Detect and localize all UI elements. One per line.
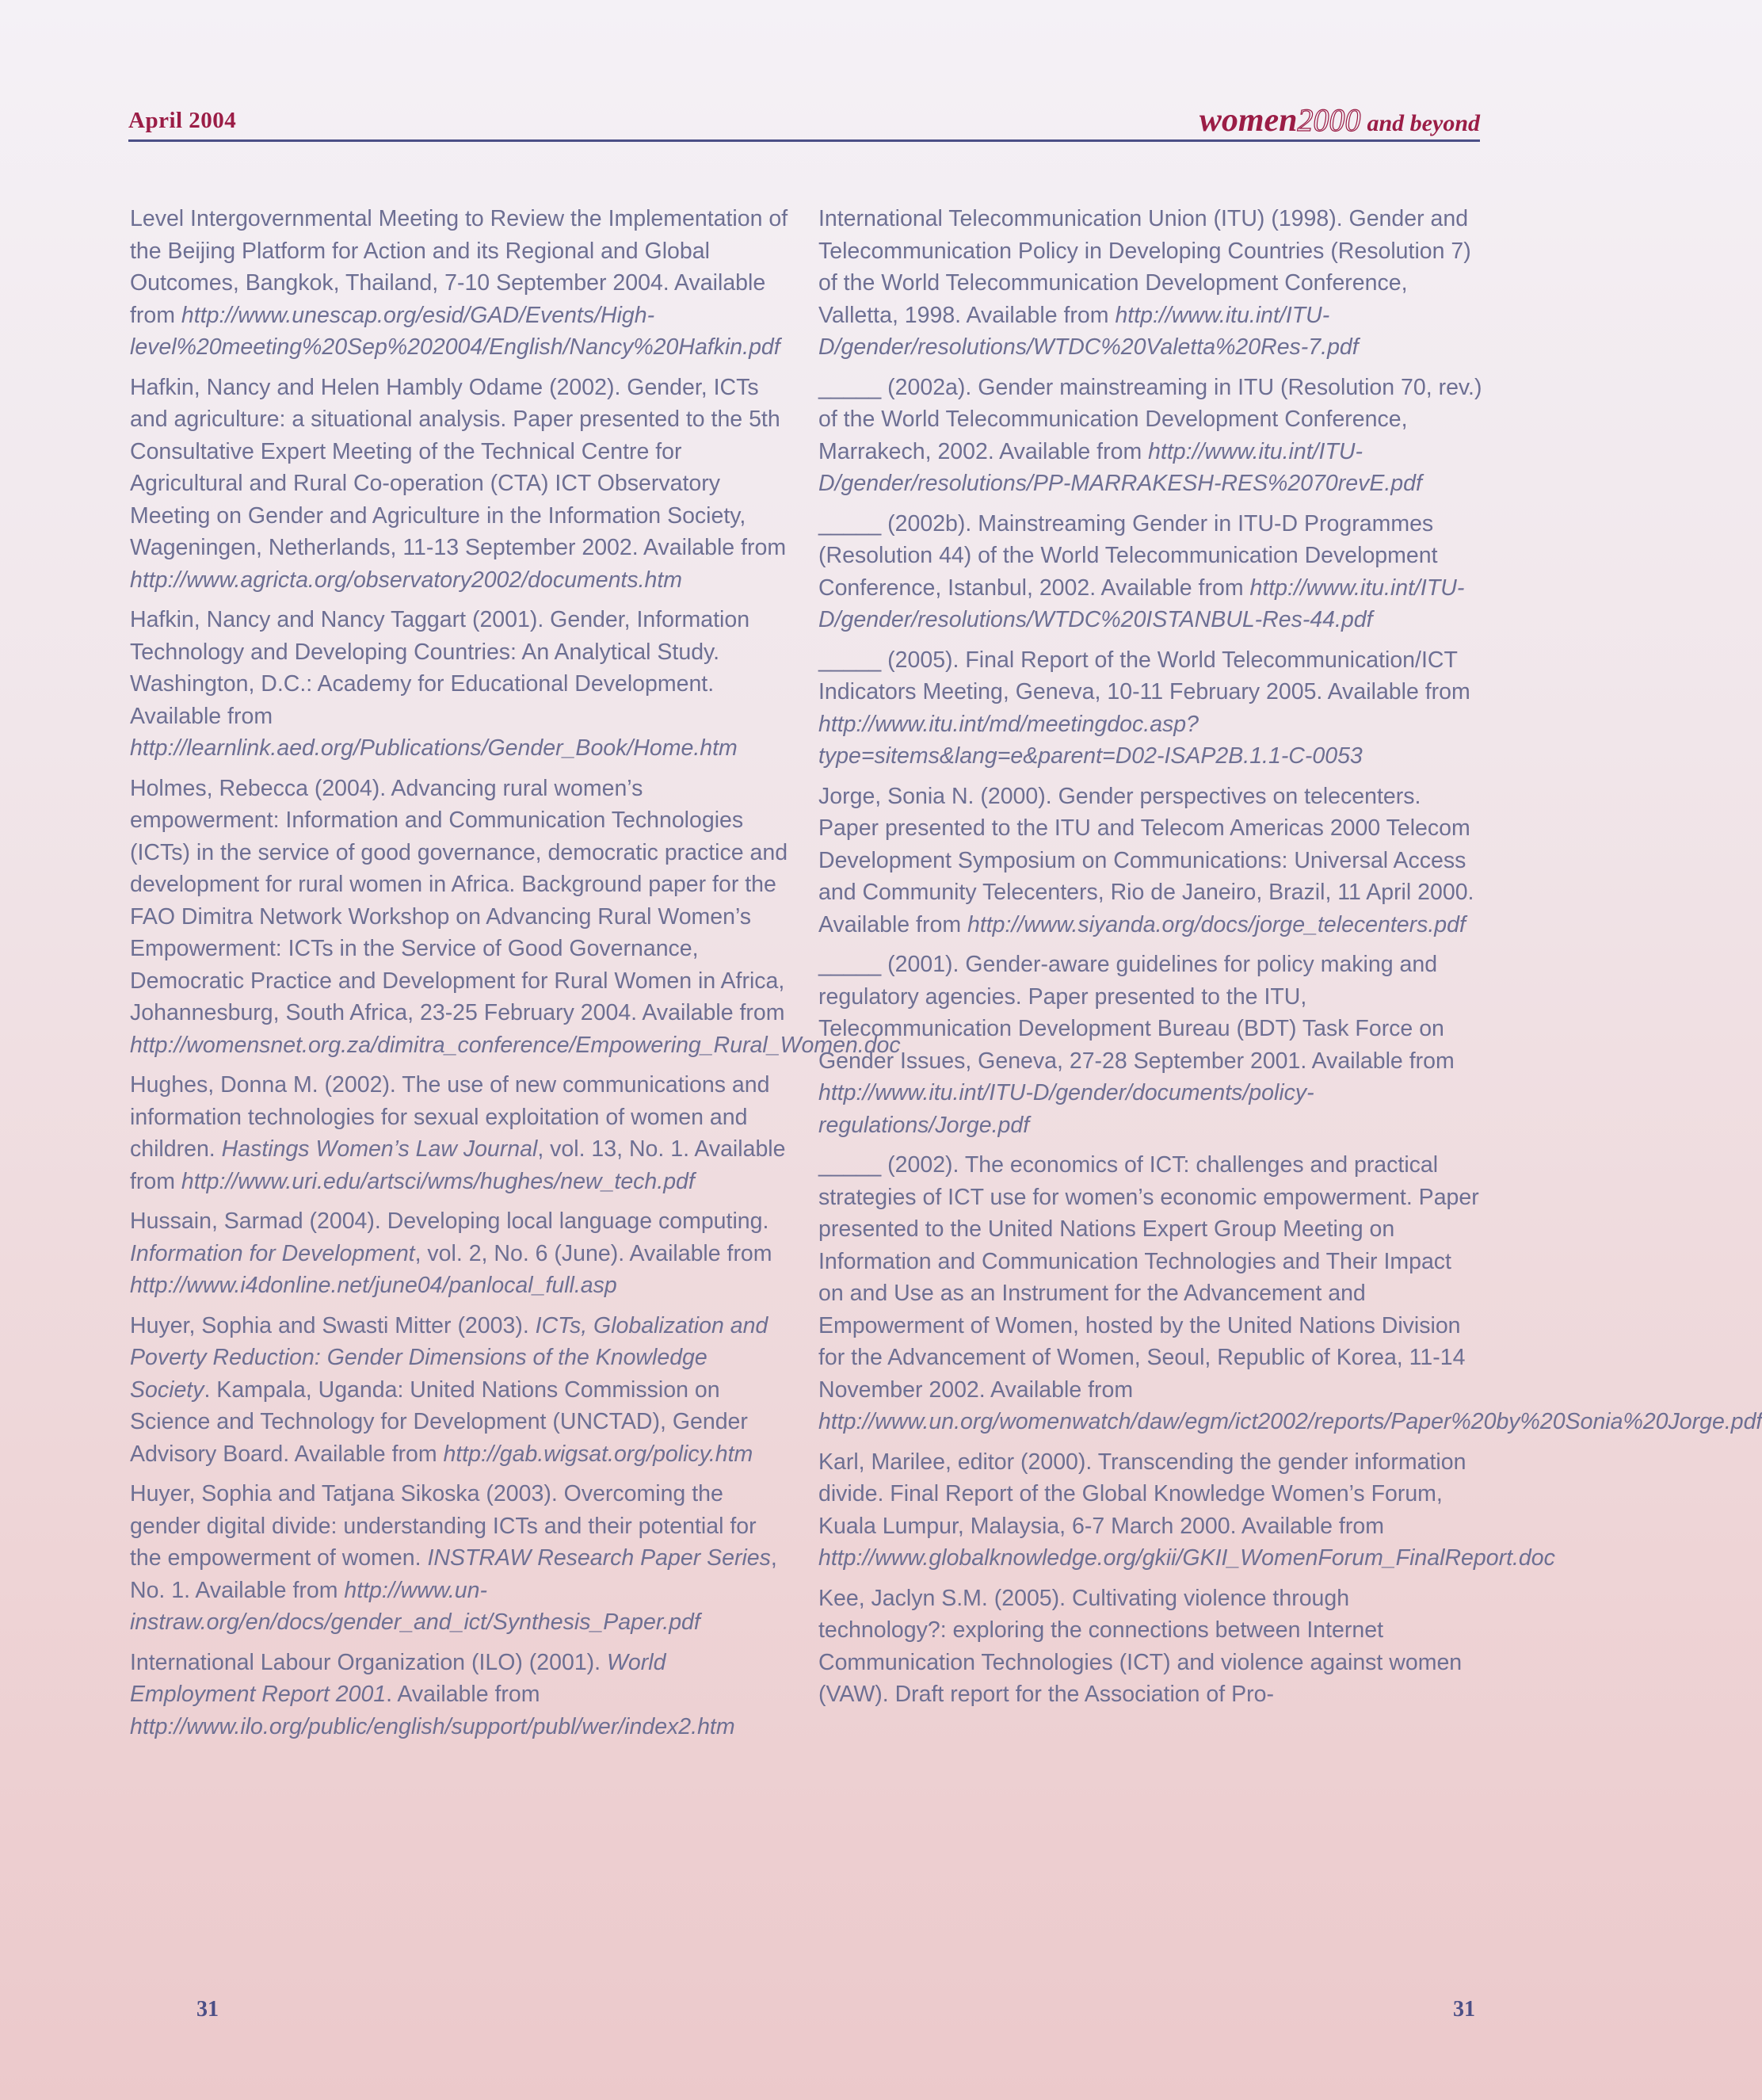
reference-entry	[818, 1583, 1482, 1711]
reference-entry	[818, 508, 1482, 636]
reference-entry	[130, 372, 794, 597]
reference-text: Hafkin, Nancy and Helen Hambly Odame (2002). Gender, ICTs and agriculture: a situational analysis. Paper presented to the 5th Consultative Expert Meeting of the Technical Centre for Agricultural and Rural Co-operation (CTA) ICT Observatory Meeting on Gender and Agriculture in the Information Society, Wageningen, Netherlands, 11-13 September 2002. Available from	[130, 374, 787, 560]
brand-suffix: and beyond	[1367, 110, 1480, 136]
reference-link: http://womensnet.org.za/dimitra_conference/Empowering_Rural_Women.doc	[130, 1032, 901, 1058]
reference-title: World Employment Report 2001	[130, 1649, 666, 1707]
reference-text: Hussain, Sarmad (2004). Developing local language computing.	[130, 1208, 769, 1234]
reference-text-cont: . Available from	[386, 1682, 540, 1707]
reference-entry	[818, 949, 1482, 1141]
reference-link: http://www.un.org/womenwatch/daw/egm/ict2002/reports/Paper%20by%20Sonia%20Jorge.pdf	[818, 1409, 1762, 1434]
reference-text: Kee, Jaclyn S.M. (2005). Cultivating violence through technology?: exploring the connections between Internet Communication Technologies (ICT) and violence against women (VAW). Draft report for the Association of Pro-	[818, 1585, 1463, 1707]
reference-link: http://www.i4donline.net/june04/panlocal_full.asp	[130, 1273, 617, 1298]
reference-title: ICTs, Globalization and Poverty Reduction: Gender Dimensions of the Knowledge Society	[130, 1312, 768, 1403]
reference-entry	[130, 1069, 794, 1197]
reference-text: Huyer, Sophia and Swasti Mitter (2003).	[130, 1312, 536, 1338]
reference-entry	[818, 1446, 1555, 1575]
page-number-left: 31	[196, 1997, 219, 2022]
reference-link: http://www.globalknowledge.org/gkii/GKII_WomenForum_FinalReport.doc	[818, 1545, 1555, 1571]
reference-link: http://www.uri.edu/artsci/wms/hughes/new_tech.pdf	[181, 1168, 695, 1194]
reference-text-cont: , vol. 13, No. 1. Available from	[130, 1136, 786, 1194]
reference-entry	[818, 781, 1482, 941]
page-number-right: 31	[1453, 1997, 1475, 2022]
reference-text-cont: . Kampala, Uganda: United Nations Commission on Science and Technology for Development (UNCTAD), Gender Advisory Board. Available from	[130, 1376, 748, 1467]
running-header	[128, 101, 1480, 142]
reference-entry	[818, 1149, 1762, 1438]
brand-women: women	[1199, 102, 1298, 139]
reference-entry	[818, 203, 1482, 364]
reference-title: INSTRAW Research Paper Series	[427, 1545, 771, 1571]
reference-text: _____ (2002a). Gender mainstreaming in ITU (Resolution 70, rev.) of the World Telecommunication Development Conference, Marrakech, 2002. Available from	[818, 374, 1482, 464]
reference-entry	[130, 604, 794, 765]
reference-text-cont: , vol. 2, No. 6 (June). Available from	[414, 1240, 772, 1266]
reference-title: Hastings Women’s Law Journal	[221, 1136, 538, 1162]
reference-text-cont: , No. 1. Available from	[130, 1545, 777, 1603]
reference-entry	[130, 1310, 794, 1471]
reference-entry	[130, 203, 794, 364]
reference-text: Huyer, Sophia and Tatjana Sikoska (2003). Overcoming the gender digital divide: understanding ICTs and their potential for the empowerment of women.	[130, 1481, 757, 1571]
reference-title: Information for Development	[130, 1240, 415, 1266]
reference-entry	[818, 372, 1482, 500]
reference-link: http://www.un-instraw.org/en/docs/gender_and_ict/Synthesis_Paper.pdf	[130, 1577, 700, 1635]
reference-link: http://www.ilo.org/public/english/support/publ/wer/index2.htm	[130, 1713, 735, 1739]
reference-link: http://www.itu.int/ITU-D/gender/resolutions/WTDC%20Valetta%20Res-7.pdf	[818, 302, 1359, 360]
reference-link: http://gab.wigsat.org/policy.htm	[443, 1441, 753, 1467]
reference-link: http://www.agricta.org/observatory2002/documents.htm	[130, 567, 683, 593]
reference-text: _____ (2002). The economics of ICT: challenges and practical strategies of ICT use for women’s economic empowerment. Paper presented to the United Nations Expert Group Meeting on Information and Communication Technologies and Their Impact on and Use as an Instrument for the Advancement and Empowerment of Women, hosted by the United Nations Division for the Advancement of Women, Seoul, Republic of Korea, 11-14 November 2002. Available from	[818, 1152, 1479, 1403]
right-column	[818, 203, 1762, 1719]
reference-link: http://www.itu.int/ITU-D/gender/resolutions/PP-MARRAKESH-RES%2070revE.pdf	[818, 438, 1422, 496]
reference-text: Level Intergovernmental Meeting to Review the Implementation of the Beijing Platform for Action and its Regional and Global Outcomes, Bangkok, Thailand, 7-10 September 2004. Available from	[130, 206, 788, 328]
reference-text: Karl, Marilee, editor (2000). Transcending the gender information divide. Final Report of the Global Knowledge Women’s Forum, Kuala Lumpur, Malaysia, 6-7 March 2000. Available from	[818, 1449, 1466, 1539]
reference-text: _____ (2002b). Mainstreaming Gender in ITU-D Programmes (Resolution 44) of the World Telecommunication Development Conference, Istanbul, 2002. Available from	[818, 510, 1438, 601]
header-date: April 2004	[128, 108, 237, 133]
reference-text: Hughes, Donna M. (2002). The use of new communications and information technologies for sexual exploitation of women and children.	[130, 1072, 770, 1162]
brand-year: 2000	[1297, 102, 1361, 138]
reference-text: International Telecommunication Union (ITU) (1998). Gender and Telecommunication Policy in Developing Countries (Resolution 7) of the World Telecommunication Development Conference, Valletta, 1998. Available from	[818, 206, 1471, 328]
reference-entry	[130, 1647, 794, 1743]
reference-link: http://www.itu.int/ITU-D/gender/resolutions/WTDC%20ISTANBUL-Res-44.pdf	[818, 575, 1465, 632]
reference-link: http://www.itu.int/ITU-D/gender/documents/policy-regulations/Jorge.pdf	[818, 1080, 1314, 1138]
reference-link: http://www.itu.int/md/meetingdoc.asp?type=sitems&lang=e&parent=D02-ISAP2B.1.1-C-0053	[818, 711, 1363, 769]
reference-link: http://www.unescap.org/esid/GAD/Events/High-level%20meeting%20Sep%202004/English/Nancy%20Hafkin.pdf	[130, 302, 780, 360]
left-column	[130, 203, 901, 1751]
reference-text: _____ (2005). Final Report of the World Telecommunication/ICT Indicators Meeting, Geneva, 10-11 February 2005. Available from	[818, 647, 1470, 704]
reference-text: Holmes, Rebecca (2004). Advancing rural women’s empowerment: Information and Communication Technologies (ICTs) in the service of good governance, democratic practice and development for rural women in Africa. Background paper for the FAO Dimitra Network Workshop on Advancing Rural Women’s Empowerment: ICTs in the Service of Good Governance, Democratic Practice and Development for Rural Women in Africa, Johannesburg, South Africa, 23-25 February 2004. Available from	[130, 775, 788, 1025]
reference-entry	[130, 1205, 794, 1302]
reference-text: _____ (2001). Gender-aware guidelines for policy making and regulatory agencies. Paper presented to the ITU, Telecommunication Development Bureau (BDT) Task Force on Gender Issues, Geneva, 27-28 September 2001. Available from	[818, 952, 1455, 1074]
publication-title	[1199, 101, 1480, 139]
reference-entry	[130, 773, 901, 1062]
reference-link: http://www.siyanda.org/docs/jorge_telecenters.pdf	[967, 911, 1466, 937]
reference-text: Hafkin, Nancy and Nancy Taggart (2001). Gender, Information Technology and Developing Countries: An Analytical Study. Washington, D.C.: Academy for Educational Development. Available from	[130, 607, 750, 729]
reference-text: Jorge, Sonia N. (2000). Gender perspectives on telecenters. Paper presented to the ITU and Telecom Americas 2000 Telecom Development Symposium on Communications: Universal Access and Community Telecenters, Rio de Janeiro, Brazil, 11 April 2000. Available from	[818, 783, 1474, 937]
reference-entry	[130, 1478, 794, 1639]
reference-text: International Labour Organization (ILO) (2001).	[130, 1649, 608, 1675]
reference-entry	[818, 644, 1482, 773]
reference-link: http://learnlink.aed.org/Publications/Gender_Book/Home.htm	[130, 735, 738, 761]
